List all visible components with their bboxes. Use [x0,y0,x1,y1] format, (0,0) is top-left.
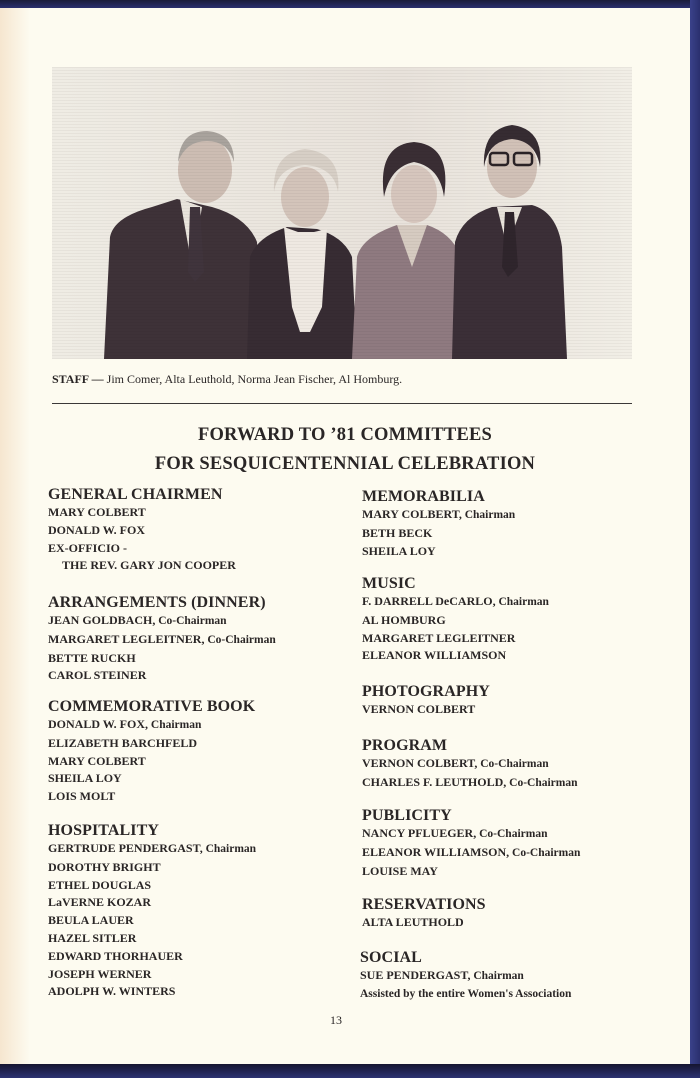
member-name: MARGARET LEGLEITNER, [48,631,205,646]
member-role: Chairman [495,596,549,608]
member [362,914,486,932]
committee-hospitality [48,821,256,1001]
member [48,859,256,877]
member-name: SHEILA LOY [48,771,122,786]
page-title-line2: FOR SESQUICENTENNIAL CELEBRATION [154,454,536,474]
caption-names: Jim Comer, Alta Leuthold, Norma Jean Fischer, Al Homburg. [103,372,403,386]
member [362,506,515,525]
member-role: Co-Chairman [506,776,578,789]
member-name: AL HOMBURG [362,612,446,627]
committee-memorabilia [362,487,515,560]
right-column-publicity [362,806,580,880]
member [362,630,549,648]
committee-heading: COMMEMORATIVE BOOK [48,698,256,715]
member [362,701,490,719]
member [48,840,256,859]
member-name: HAZEL SITLER [48,930,137,945]
committee-photography [362,682,490,719]
member [48,631,276,650]
member-name: GERTRUDE PENDERGAST, [48,841,203,855]
member [48,667,276,685]
member [362,593,549,612]
member-role: Chairman [202,843,257,855]
member-name: EDWARD THORHAUER [48,948,183,963]
page-number: 13 [330,1013,342,1027]
member-name: DONALD W. FOX, [48,717,149,731]
committee-heading: RESERVATIONS [362,896,486,913]
member-role: Co-Chairman [204,633,276,646]
committee-heading: ARRANGEMENTS (DINNER) [48,594,266,611]
member-name: SHEILA LOY [362,543,436,558]
member-name: ADOLPH W. WINTERS [48,984,176,999]
right-column-photography [362,682,490,719]
member-name: BEULA LAUER [48,913,134,928]
member-name: JEAN GOLDBACH, [48,613,156,627]
binding-edge-right [690,0,700,1078]
right-column-memorabilia [362,487,515,560]
member [362,755,578,774]
member-name: BETTE RUCKH [48,650,136,665]
member-name: SUE PENDERGAST, [360,968,471,982]
binding-edge-bottom [0,1064,700,1078]
member-name: VERNON COLBERT, [362,756,478,770]
member [362,863,580,881]
right-column-music [362,574,549,665]
member-name: DOROTHY BRIGHT [48,859,161,874]
member-role: Co-Chairman [476,828,548,840]
member [48,770,255,788]
member-name: VERNON COLBERT [362,702,476,716]
member-role: Chairman [148,719,202,731]
committee-heading: PROGRAM [362,737,448,754]
binding-edge-top [0,0,700,8]
member [48,877,256,895]
committee-heading: GENERAL CHAIRMEN [48,486,223,503]
member-name: DONALD W. FOX [48,522,146,537]
page-shadow [0,8,30,1064]
right-column-reservations [362,895,486,932]
member [362,774,578,793]
member-name: EX-OFFICIO - [48,540,127,555]
member [48,522,236,540]
member-name: THE REV. GARY JON COOPER [62,558,236,573]
left-column-hospitality [48,821,256,1001]
member [362,647,549,665]
committee-heading: PUBLICITY [362,807,452,824]
member-name: CAROL STEINER [48,668,147,683]
member-name: MARY COLBERT [48,753,146,768]
member [362,543,515,561]
member-name: ETHEL DOUGLAS [48,877,152,892]
member [48,650,276,668]
member-name: MARGARET LEGLEITNER [362,630,516,645]
member-name: Assisted by the entire Women's Association [360,987,572,1000]
member [362,525,515,543]
staff-photo-icon [52,67,632,359]
member-role: Chairman [461,509,516,521]
member [48,930,256,948]
committee-general-chairmen [48,485,236,575]
member [48,912,256,930]
member [360,967,571,986]
member-name: CHARLES F. LEUTHOLD, [362,774,507,789]
member-name: LOUISE MAY [362,863,438,878]
member-role: Co-Chairman [509,846,581,859]
member-name: JOSEPH WERNER [48,966,152,981]
member-role: Chairman [470,970,524,982]
member [48,753,255,771]
committee-heading: PHOTOGRAPHY [362,683,490,700]
member-name: F. DARRELL DeCARLO, [362,594,496,608]
committee-program [362,736,578,793]
member-name: MARY COLBERT [48,505,146,519]
caption-label: STAFF — [52,372,104,386]
left-column [48,485,236,575]
right-column-program [362,736,578,793]
committee-commemorative-book [48,697,255,806]
member-name: BETH BECK [362,525,433,540]
member-name: NANCY PFLUEGER, [362,826,477,840]
member [48,735,255,753]
member-role: Co-Chairman [477,758,549,770]
member [360,986,571,1004]
member [48,557,236,575]
committee-social [360,948,571,1004]
committee-reservations [362,895,486,932]
committee-heading: SOCIAL [360,949,422,966]
member [48,948,256,966]
member [48,983,256,1001]
member [48,540,236,558]
member-name: ELEANOR WILLIAMSON [362,648,507,663]
member [48,716,255,735]
member [362,844,580,863]
right-column-social [360,948,571,1004]
member [48,788,255,806]
member-name: LOIS MOLT [48,789,116,804]
member-name: ELEANOR WILLIAMSON, [362,844,510,859]
member [362,825,580,844]
divider-line [52,403,632,404]
member-name: ALTA LEUTHOLD [362,915,464,929]
member-role: Co-Chairman [155,615,227,627]
member-name: ELIZABETH BARCHFELD [48,735,198,750]
committee-heading: HOSPITALITY [48,822,160,839]
staff-photo [52,67,632,359]
committee-arrangements [48,593,276,685]
member [48,894,256,912]
committee-music [362,574,549,665]
member-name: MARY COLBERT, [362,507,462,521]
member [48,612,276,631]
photo-caption [52,372,402,387]
committee-heading: MEMORABILIA [362,488,485,505]
member [48,504,236,522]
page-title-line1: FORWARD TO ’81 COMMITTEES [197,425,493,445]
member-name: LaVERNE KOZAR [48,895,152,910]
member [362,612,549,630]
left-column-book [48,697,255,806]
member [48,966,256,984]
committee-heading: MUSIC [362,575,416,592]
committee-publicity [362,806,580,880]
left-column-arrangements [48,593,276,685]
